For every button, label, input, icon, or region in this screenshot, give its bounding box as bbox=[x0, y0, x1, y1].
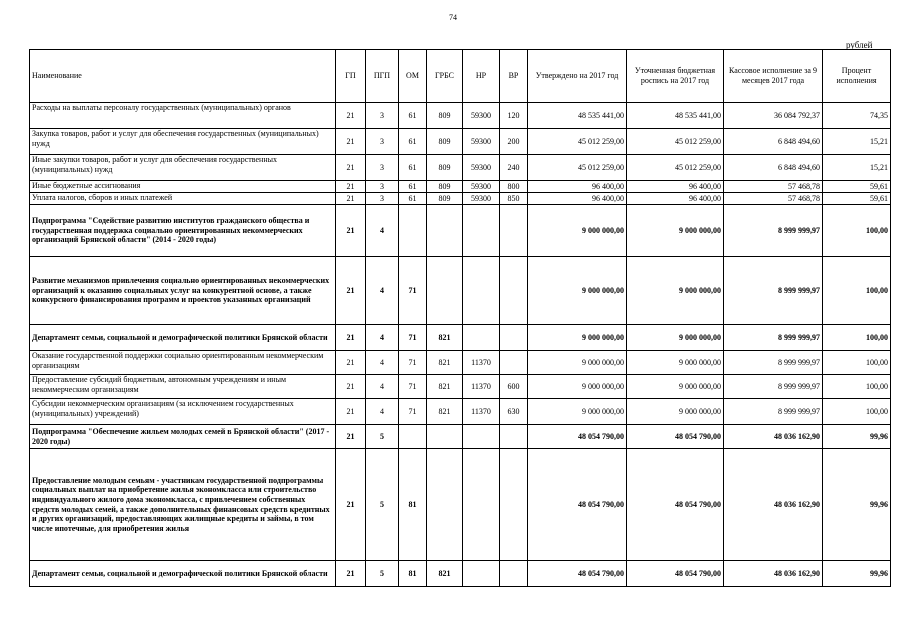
cell-cash: 8 999 999,97 bbox=[724, 399, 823, 425]
cell-ppgp: 4 bbox=[366, 375, 399, 399]
cell-vr bbox=[500, 449, 528, 561]
cell-approved: 9 000 000,00 bbox=[528, 399, 627, 425]
cell-refined: 48 054 790,00 bbox=[627, 425, 724, 449]
cell-approved: 48 054 790,00 bbox=[528, 449, 627, 561]
table-row bbox=[30, 325, 891, 351]
cell-vr: 200 bbox=[500, 129, 528, 155]
cell-gp: 21 bbox=[336, 449, 366, 561]
cell-vr: 240 bbox=[500, 155, 528, 181]
cell-percent: 59,61 bbox=[823, 193, 891, 205]
cell-percent: 100,00 bbox=[823, 205, 891, 257]
cell-cash: 57 468,78 bbox=[724, 193, 823, 205]
cell-cash: 8 999 999,97 bbox=[724, 375, 823, 399]
cell-grbs: 821 bbox=[427, 375, 463, 399]
cell-refined: 48 535 441,00 bbox=[627, 103, 724, 129]
cell-grbs: 809 bbox=[427, 129, 463, 155]
table-row bbox=[30, 205, 891, 257]
cell-ppgp: 5 bbox=[366, 561, 399, 587]
cell-name: Закупка товаров, работ и услуг для обеспечения государственных (муниципальных) нужд bbox=[30, 129, 336, 155]
header-row bbox=[30, 50, 891, 103]
cell-vr: 600 bbox=[500, 375, 528, 399]
table-row bbox=[30, 561, 891, 587]
cell-cash: 48 036 162,90 bbox=[724, 561, 823, 587]
cell-gp: 21 bbox=[336, 375, 366, 399]
cell-approved: 9 000 000,00 bbox=[528, 351, 627, 375]
cell-cash: 8 999 999,97 bbox=[724, 351, 823, 375]
cell-gp: 21 bbox=[336, 103, 366, 129]
cell-vr: 630 bbox=[500, 399, 528, 425]
cell-ppgp: 3 bbox=[366, 129, 399, 155]
cell-cash: 8 999 999,97 bbox=[724, 205, 823, 257]
cell-cash: 8 999 999,97 bbox=[724, 257, 823, 325]
header-approved: Утверждено на 2017 год bbox=[528, 50, 627, 103]
cell-nr: 11370 bbox=[463, 399, 500, 425]
cell-percent: 100,00 bbox=[823, 325, 891, 351]
cell-grbs: 809 bbox=[427, 155, 463, 181]
cell-percent: 99,96 bbox=[823, 449, 891, 561]
cell-refined: 9 000 000,00 bbox=[627, 325, 724, 351]
cell-name: Уплата налогов, сборов и иных платежей bbox=[30, 193, 336, 205]
table-row bbox=[30, 399, 891, 425]
budget-table bbox=[29, 49, 891, 587]
cell-om: 61 bbox=[399, 155, 427, 181]
cell-om: 61 bbox=[399, 181, 427, 193]
cell-approved: 9 000 000,00 bbox=[528, 257, 627, 325]
cell-cash: 57 468,78 bbox=[724, 181, 823, 193]
cell-ppgp: 5 bbox=[366, 449, 399, 561]
cell-refined: 9 000 000,00 bbox=[627, 205, 724, 257]
header-nr: НР bbox=[463, 50, 500, 103]
cell-refined: 96 400,00 bbox=[627, 181, 724, 193]
cell-nr bbox=[463, 257, 500, 325]
header-refined: Уточненная бюджетная роспись на 2017 год bbox=[627, 50, 724, 103]
table-row bbox=[30, 155, 891, 181]
cell-percent: 15,21 bbox=[823, 155, 891, 181]
cell-nr: 59300 bbox=[463, 103, 500, 129]
cell-name: Развитие механизмов привлечения социально ориентированных некоммерческих организаций к оказанию социальных услуг на конкурентной основе, а также конкурсного финансирования программ и проектов указанных организаций bbox=[30, 257, 336, 325]
cell-percent: 74,35 bbox=[823, 103, 891, 129]
table-row bbox=[30, 103, 891, 129]
cell-ppgp: 3 bbox=[366, 103, 399, 129]
cell-om: 71 bbox=[399, 257, 427, 325]
table-row bbox=[30, 425, 891, 449]
cell-gp: 21 bbox=[336, 561, 366, 587]
cell-name: Предоставление субсидий бюджетным, автономным учреждениям и иным некоммерческим организациям bbox=[30, 375, 336, 399]
cell-name: Подпрограмма "Содействие развитию институтов гражданского общества и государственная поддержка социально ориентированных некоммерческих организаций Брянской области" (2014 - 2020 годы) bbox=[30, 205, 336, 257]
cell-nr: 11370 bbox=[463, 375, 500, 399]
cell-name: Департамент семьи, социальной и демографической политики Брянской области bbox=[30, 561, 336, 587]
cell-name: Иные закупки товаров, работ и услуг для обеспечения государственных (муниципальных) нужд bbox=[30, 155, 336, 181]
cell-name: Иные бюджетные ассигнования bbox=[30, 181, 336, 193]
cell-name: Оказание государственной поддержки социально ориентированным некоммерческим организациям bbox=[30, 351, 336, 375]
cell-ppgp: 5 bbox=[366, 425, 399, 449]
cell-ppgp: 3 bbox=[366, 193, 399, 205]
cell-refined: 45 012 259,00 bbox=[627, 155, 724, 181]
cell-cash: 6 848 494,60 bbox=[724, 129, 823, 155]
cell-vr bbox=[500, 205, 528, 257]
cell-name: Субсидии некоммерческим организациям (за исключением государственных (муниципальных) учреждений) bbox=[30, 399, 336, 425]
cell-refined: 9 000 000,00 bbox=[627, 375, 724, 399]
cell-nr bbox=[463, 325, 500, 351]
cell-approved: 48 535 441,00 bbox=[528, 103, 627, 129]
cell-approved: 45 012 259,00 bbox=[528, 155, 627, 181]
cell-grbs bbox=[427, 425, 463, 449]
cell-grbs: 809 bbox=[427, 193, 463, 205]
cell-percent: 100,00 bbox=[823, 375, 891, 399]
cell-om: 71 bbox=[399, 351, 427, 375]
cell-approved: 48 054 790,00 bbox=[528, 561, 627, 587]
cell-percent: 99,96 bbox=[823, 561, 891, 587]
cell-nr: 59300 bbox=[463, 129, 500, 155]
cell-name: Департамент семьи, социальной и демографической политики Брянской области bbox=[30, 325, 336, 351]
cell-name: Предоставление молодым семьям - участникам государственной подпрограммы социальных выплат на приобретение жилья экономкласса или строительство индивидуального жилого дома экономкласса, с привлечением собственных средств молодых семей, а также дополнительных финансовых средств кредитных и других организаций, предоставляющих жилищные кредиты и займы, в том числе ипотечные, для приобретения жилья bbox=[30, 449, 336, 561]
cell-gp: 21 bbox=[336, 325, 366, 351]
cell-om: 71 bbox=[399, 399, 427, 425]
cell-vr: 800 bbox=[500, 181, 528, 193]
cell-approved: 96 400,00 bbox=[528, 193, 627, 205]
cell-grbs bbox=[427, 257, 463, 325]
cell-refined: 96 400,00 bbox=[627, 193, 724, 205]
cell-refined: 45 012 259,00 bbox=[627, 129, 724, 155]
unit-label: рублей bbox=[846, 40, 873, 50]
cell-percent: 99,96 bbox=[823, 425, 891, 449]
cell-nr: 59300 bbox=[463, 181, 500, 193]
cell-ppgp: 4 bbox=[366, 257, 399, 325]
header-grbs: ГРБС bbox=[427, 50, 463, 103]
header-om: ОМ bbox=[399, 50, 427, 103]
cell-grbs: 821 bbox=[427, 399, 463, 425]
cell-nr: 59300 bbox=[463, 155, 500, 181]
cell-percent: 100,00 bbox=[823, 351, 891, 375]
cell-cash: 48 036 162,90 bbox=[724, 425, 823, 449]
cell-approved: 9 000 000,00 bbox=[528, 325, 627, 351]
cell-gp: 21 bbox=[336, 205, 366, 257]
table-row bbox=[30, 257, 891, 325]
cell-gp: 21 bbox=[336, 193, 366, 205]
header-gp: ГП bbox=[336, 50, 366, 103]
cell-grbs: 821 bbox=[427, 561, 463, 587]
cell-vr: 120 bbox=[500, 103, 528, 129]
cell-om bbox=[399, 205, 427, 257]
cell-ppgp: 4 bbox=[366, 325, 399, 351]
cell-ppgp: 4 bbox=[366, 205, 399, 257]
cell-ppgp: 4 bbox=[366, 351, 399, 375]
cell-om: 81 bbox=[399, 561, 427, 587]
table-row bbox=[30, 193, 891, 205]
table-body bbox=[30, 103, 891, 587]
cell-nr bbox=[463, 205, 500, 257]
cell-ppgp: 4 bbox=[366, 399, 399, 425]
cell-approved: 9 000 000,00 bbox=[528, 375, 627, 399]
cell-gp: 21 bbox=[336, 351, 366, 375]
cell-gp: 21 bbox=[336, 181, 366, 193]
cell-nr: 59300 bbox=[463, 193, 500, 205]
cell-ppgp: 3 bbox=[366, 155, 399, 181]
header-cash: Кассовое исполнение за 9 месяцев 2017 года bbox=[724, 50, 823, 103]
cell-cash: 8 999 999,97 bbox=[724, 325, 823, 351]
table-row bbox=[30, 181, 891, 193]
table-row bbox=[30, 129, 891, 155]
header-percent: Процент исполнения bbox=[823, 50, 891, 103]
cell-refined: 9 000 000,00 bbox=[627, 257, 724, 325]
cell-nr: 11370 bbox=[463, 351, 500, 375]
cell-approved: 9 000 000,00 bbox=[528, 205, 627, 257]
cell-cash: 36 084 792,37 bbox=[724, 103, 823, 129]
cell-vr bbox=[500, 425, 528, 449]
table-row bbox=[30, 351, 891, 375]
cell-nr bbox=[463, 449, 500, 561]
cell-gp: 21 bbox=[336, 155, 366, 181]
cell-gp: 21 bbox=[336, 257, 366, 325]
header-name: Наименование bbox=[30, 50, 336, 103]
cell-vr bbox=[500, 351, 528, 375]
cell-grbs: 809 bbox=[427, 103, 463, 129]
cell-vr bbox=[500, 257, 528, 325]
cell-percent: 59,61 bbox=[823, 181, 891, 193]
cell-percent: 15,21 bbox=[823, 129, 891, 155]
cell-refined: 48 054 790,00 bbox=[627, 561, 724, 587]
cell-om: 81 bbox=[399, 449, 427, 561]
header-vr: ВР bbox=[500, 50, 528, 103]
cell-grbs bbox=[427, 205, 463, 257]
cell-om: 71 bbox=[399, 325, 427, 351]
cell-percent: 100,00 bbox=[823, 257, 891, 325]
cell-cash: 6 848 494,60 bbox=[724, 155, 823, 181]
cell-grbs bbox=[427, 449, 463, 561]
cell-name: Подпрограмма "Обеспечение жильем молодых семей в Брянской области" (2017 - 2020 годы) bbox=[30, 425, 336, 449]
cell-grbs: 809 bbox=[427, 181, 463, 193]
cell-percent: 100,00 bbox=[823, 399, 891, 425]
cell-om: 61 bbox=[399, 193, 427, 205]
cell-gp: 21 bbox=[336, 399, 366, 425]
cell-approved: 45 012 259,00 bbox=[528, 129, 627, 155]
cell-vr bbox=[500, 325, 528, 351]
cell-refined: 9 000 000,00 bbox=[627, 351, 724, 375]
table-row bbox=[30, 449, 891, 561]
cell-om: 61 bbox=[399, 129, 427, 155]
cell-grbs: 821 bbox=[427, 325, 463, 351]
cell-gp: 21 bbox=[336, 425, 366, 449]
cell-refined: 48 054 790,00 bbox=[627, 449, 724, 561]
cell-approved: 48 054 790,00 bbox=[528, 425, 627, 449]
cell-nr bbox=[463, 425, 500, 449]
header-ppgp: ПГП bbox=[366, 50, 399, 103]
cell-name: Расходы на выплаты персоналу государственных (муниципальных) органов bbox=[30, 103, 336, 129]
cell-cash: 48 036 162,90 bbox=[724, 449, 823, 561]
cell-approved: 96 400,00 bbox=[528, 181, 627, 193]
table-row bbox=[30, 375, 891, 399]
cell-om: 61 bbox=[399, 103, 427, 129]
cell-grbs: 821 bbox=[427, 351, 463, 375]
cell-ppgp: 3 bbox=[366, 181, 399, 193]
cell-om bbox=[399, 425, 427, 449]
cell-gp: 21 bbox=[336, 129, 366, 155]
cell-om: 71 bbox=[399, 375, 427, 399]
page-number: 74 bbox=[449, 13, 457, 22]
cell-vr bbox=[500, 561, 528, 587]
cell-nr bbox=[463, 561, 500, 587]
cell-refined: 9 000 000,00 bbox=[627, 399, 724, 425]
cell-vr: 850 bbox=[500, 193, 528, 205]
